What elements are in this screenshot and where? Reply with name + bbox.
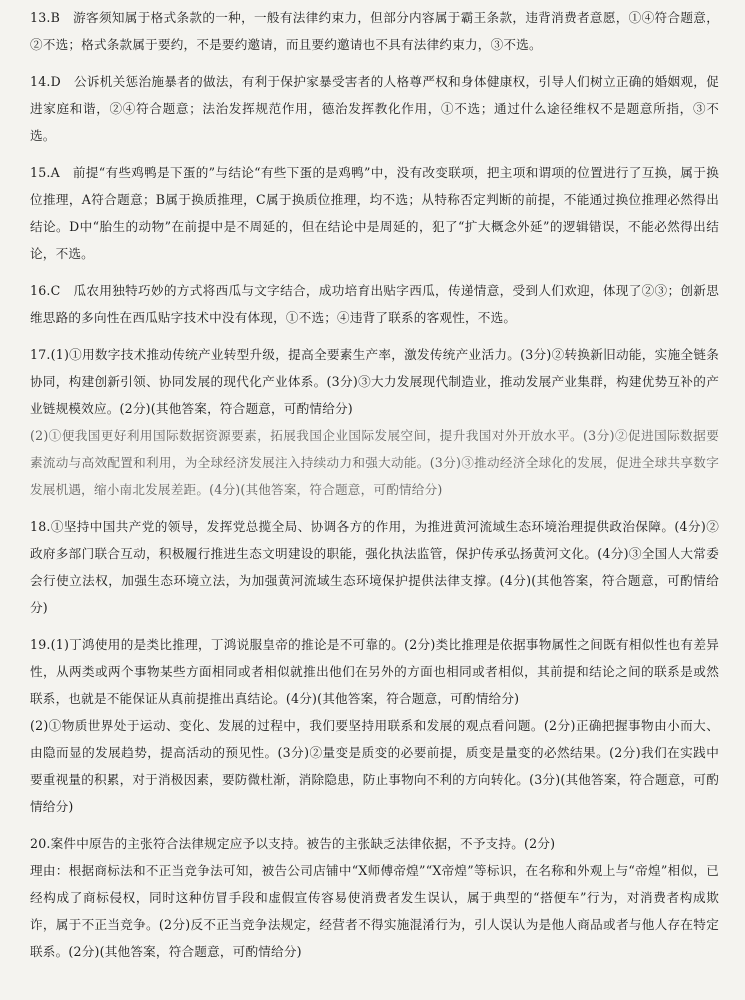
- answer-19-part2: (2)①物质世界处于运动、变化、发展的过程中，我们要坚持用联系和发展的观点看问题。(2分)正确把握事物由小而大、由隐而显的发展趋势，提高活动的预见性。(3分)②量变是质变的必要前提，质变是量变的必然结果。(2分)我们在实践中要重视量的积累，对于消极因素，要防微杜渐，消除隐患，防止事物向不利的方向转化。(3分)(其他答案，符合题意，可酌情给分): [30, 718, 719, 814]
- answer-16: 16.C 瓜农用独特巧妙的方式将西瓜与文字结合，成功培育出贴字西瓜，传递情意，受到人们欢迎，体现了②③；创新思维思路的多向性在西瓜贴字技术中没有体现，①不选；④违背了联系的客观性，不选。: [30, 283, 719, 325]
- answer-15: 15.A 前提“有些鸡鸭是下蛋的”与结论“有些下蛋的是鸡鸭”中，没有改变联项，把主项和谓项的位置进行了互换，属于换位推理，A符合题意；B属于换质推理，C属于换质位推理，均不选；从特称否定判断的前提，不能通过换位推理必然得出结论。D中“胎生的动物”在前提中是不周延的，但在结论中是周延的，犯了“扩大概念外延”的逻辑错误，不能必然得出结论，不选。: [30, 165, 719, 261]
- answer-17-part2: (2)①便我国更好利用国际数据资源要素，拓展我国企业国际发展空间，提升我国对外开放水平。(3分)②促进国际数据要素流动与高效配置和利用，为全球经济发展注入持续动力和强大动能。(3分)③推动经济全球化的发展，促进全球共享数字发展机遇，缩小南北发展差距。(4分)(其他答案，符合题意，可酌情给分): [30, 428, 719, 497]
- answer-18: 18.①坚持中国共产党的领导，发挥党总揽全局、协调各方的作用，为推进黄河流域生态环境治理提供政治保障。(4分)②政府多部门联合互动，积极履行推进生态文明建设的职能，强化执法监管，保护传承弘扬黄河文化。(4分)③全国人大常委会行使立法权，加强生态环境立法，为加强黄河流域生态环境保护提供法律支撑。(4分)(其他答案，符合题意，可酌情给分): [30, 519, 719, 615]
- answer-17-part1: 17.(1)①用数字技术推动传统产业转型升级，提高全要素生产率，激发传统产业活力。(3分)②转换新旧动能，实施全链条协同，构建创新引领、协同发展的现代化产业体系。(3分)③大力发展现代制造业，推动发展产业集群，构建优势互补的产业链规模效应。(2分)(其他答案，符合题意，可酌情给分): [30, 347, 719, 416]
- answer-20-verdict: 20.案件中原告的主张符合法律规定应予以支持。被告的主张缺乏法律依据，不予支持。(2分): [30, 836, 556, 851]
- answer-20-reason: 理由：根据商标法和不正当竞争法可知，被告公司店铺中“X师傅帝煌”“X帝煌”等标识，在名称和外观上与“帝煌”相似，已经构成了商标侵权，同时这种仿冒手段和虚假宣传容易使消费者发生误认，属于典型的“搭便车”行为，对消费者构成欺诈，属于不正当竞争。(2分)反不正当竞争法规定，经营者不得实施混淆行为，引人误认为是他人商品或者与他人存在特定联系。(2分)(其他答案，符合题意，可酌情给分): [30, 863, 719, 959]
- answer-13: 13.B 游客须知属于格式条款的一种，一般有法律约束力，但部分内容属于霸王条款，违背消费者意愿，①④符合题意，②不选；格式条款属于要约，不是要约邀请，而且要约邀请也不具有法律约束力，③不选。: [30, 10, 719, 52]
- answer-19-part1: 19.(1)丁鸿使用的是类比推理，丁鸿说服皇帝的推论是不可靠的。(2分)类比推理是依据事物属性之间既有相似性也有差异性，从两类或两个事物某些方面相同或者相似就推出他们在另外的方面也相同或者相似，其前提和结论之间的联系是或然联系，也就是不能保证从真前提推出真结论。(4分)(其他答案，符合题意，可酌情给分): [30, 637, 719, 706]
- answer-14: 14.D 公诉机关惩治施暴者的做法，有利于保护家暴受害者的人格尊严权和身体健康权，引导人们树立正确的婚姻观，促进家庭和谐，②④符合题意；法治发挥规范作用，德治发挥教化作用，①不选；通过什么途径维权不是题意所指，③不选。: [30, 74, 719, 143]
